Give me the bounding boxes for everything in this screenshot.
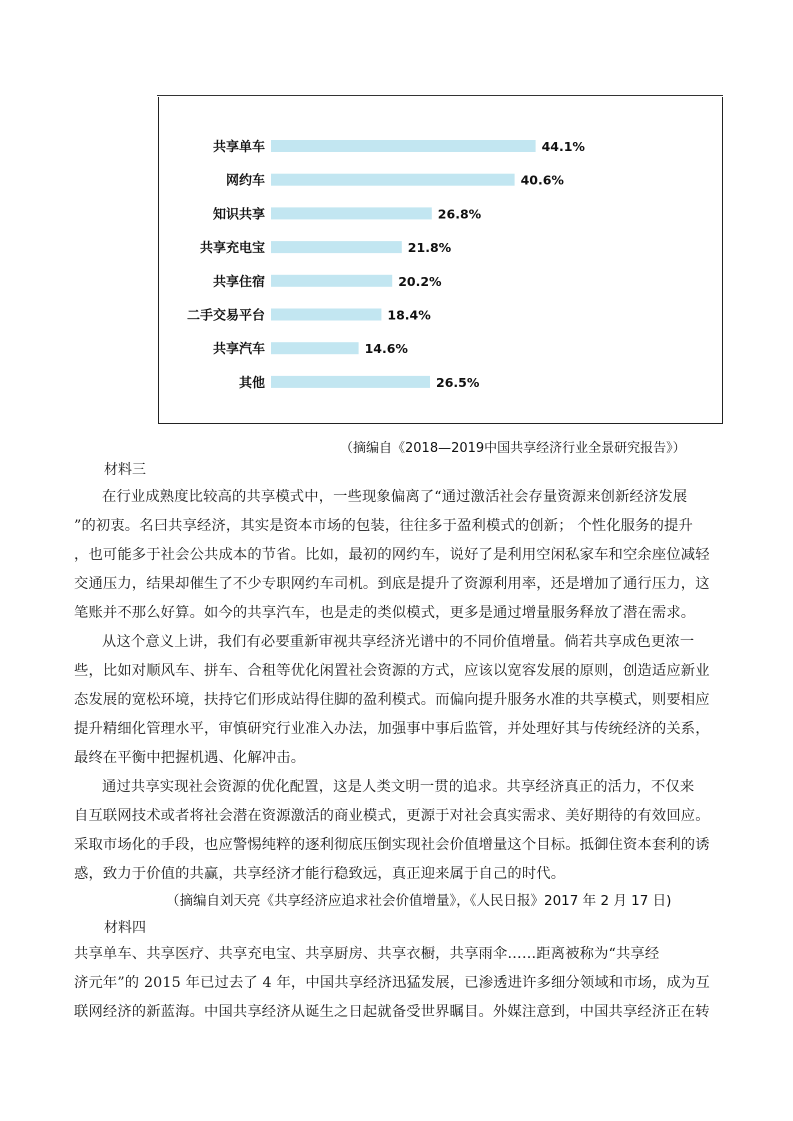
category-label: 共享充电宝	[199, 241, 265, 257]
m3-p3-line2: 自互联网技术或者将社会潜在资源激活的商业模式，更源于对社会真实需求、美好期待的有效回应。	[74, 808, 710, 824]
value-label: 14.6%	[364, 341, 408, 357]
category-label: 共享住宿	[212, 274, 265, 290]
bar	[271, 174, 515, 186]
m3-p2-line1: 从这个意义上讲，我们有必要重新审视共享经济光谱中的不同价值增量。倘若共享成色更浓一	[102, 634, 695, 650]
bar-chart	[159, 97, 724, 424]
chart-top-rule	[157, 95, 723, 96]
category-label: 网约车	[225, 173, 265, 189]
m4-p1-line3: 联网经济的新蓝海。中国共享经济从诞生之日起就备受世界瞩目。外媒注意到，中国共享经济正在转	[74, 1004, 710, 1020]
m3-p1-line3: ，也可能多于社会公共成本的节省。比如，最初的网约车，说好了是利用空闲私家车和空余座位减轻	[74, 547, 710, 563]
bar	[271, 140, 536, 152]
value-label: 26.8%	[437, 206, 482, 222]
material3-heading: 材料三	[104, 462, 146, 478]
material4-heading: 材料四	[104, 920, 146, 936]
category-label: 其他	[238, 375, 265, 391]
value-label: 21.8%	[407, 240, 452, 256]
m3-p2-line3: 态发展的宽松环境，扶持它们形成站得住脚的盈利模式。而偏向提升服务水准的共享模式，则要相应	[74, 692, 710, 708]
bar	[271, 342, 359, 354]
m3-p1-line4: 交通压力，结果却催生了不少专职网约车司机。到底是提升了资源利用率，还是增加了通行压力，这	[74, 576, 710, 592]
category-label: 二手交易平台	[186, 308, 265, 324]
m3-p2-line2: 些，比如对顺风车、拼车、合租等优化闲置社会资源的方式，应该以宽容发展的原则，创造适应新业	[74, 663, 710, 679]
bar	[271, 241, 402, 253]
value-label: 20.2%	[398, 273, 442, 289]
value-label: 26.5%	[436, 374, 480, 390]
category-label: 共享单车	[212, 140, 265, 155]
m3-p1-line5: 笔账并不那么好算。如今的共享汽车，也是走的类似模式，更多是通过增量服务释放了潜在需求。	[74, 605, 696, 621]
m3-p1-line2: ”的初衷。名曰共享经济，其实是资本市场的包装，往往多于盈利模式的创新； 个性化服务的提升	[74, 518, 693, 534]
bar	[271, 207, 432, 219]
m4-p1-line1: 共享单车、共享医疗、共享充电宝、共享厨房、共享衣橱，共享雨伞……距离被称为“共享经	[74, 946, 660, 962]
chart-frame	[158, 97, 723, 424]
m3-p3-line3: 采取市场化的手段，也应警惕纯粹的逐利彻底压倒实现社会价值增量这个目标。抵御住资本套利的诱	[74, 837, 710, 853]
m4-p1-line2: 济元年”的 2015 年已过去了 4 年，中国共享经济迅猛发展，已渗透进许多细分领域和市场，成为互	[74, 975, 710, 991]
m3-p3-line4: 惑，致力于价值的共赢，共享经济才能行稳致远，真正迎来属于自己的时代。	[74, 866, 566, 882]
m3-p3-line1: 通过共享实现社会资源的优化配置，这是人类文明一贯的追求。共享经济真正的活力，不仅来	[102, 779, 695, 795]
value-label: 44.1%	[541, 139, 585, 154]
category-label: 共享汽车	[212, 342, 265, 358]
value-label: 40.6%	[520, 172, 564, 188]
m3-p1-line1: 在行业成熟度比较高的共享模式中，一些现象偏离了“通过激活社会存量资源来创新经济发展	[102, 489, 688, 505]
bar	[271, 376, 430, 388]
bar	[271, 309, 381, 321]
source-citation-2: （摘编自刘天亮《共享经济应追求社会价值增量》，《人民日报》2017 年 2 月 17 日)	[166, 893, 672, 909]
value-label: 18.4%	[387, 307, 431, 323]
bar	[271, 275, 392, 287]
source-citation-1: （摘编自《2018—2019中国共享经济行业全景研究报告》）	[340, 441, 686, 456]
category-label: 知识共享	[212, 207, 265, 223]
m3-p2-line4: 提升精细化管理水平，审慎研究行业准入办法，加强事中事后监管，并处理好其与传统经济的关系，	[74, 721, 710, 737]
m3-p2-line5: 最终在平衡中把握机遇、化解冲击。	[74, 750, 306, 766]
